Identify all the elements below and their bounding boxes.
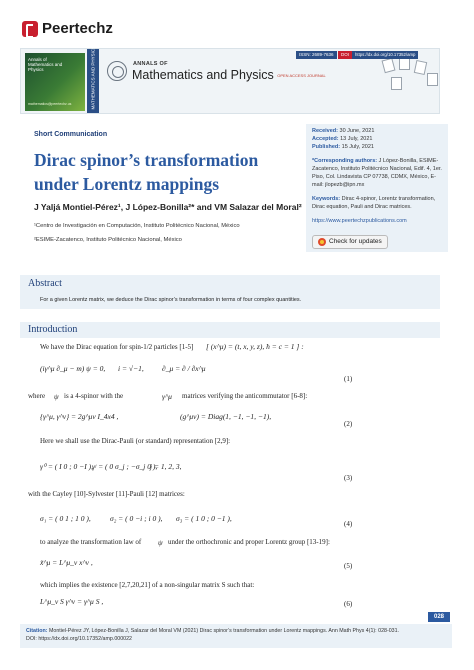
document-icon (391, 77, 402, 90)
received-row: Received: 30 June, 2021 (312, 128, 375, 134)
equation-3-number: (3) (344, 474, 353, 482)
corresponding-author: *Corresponding authors: J López-Bonilla, ESIME-Zacatenco, Instituto Politécnico Nacional, Edif. 4, 1er. Piso, Col. Lindavista CP 07738, CDMX, México, E-mail: jlopezb@ipn.mx (312, 158, 442, 188)
accepted-row: Accepted: 13 July, 2021 (312, 136, 373, 142)
citation-row: Citation: Montiel-Pérez JY, López-Bonilla J, Salazar del Moral VM (2021) Dirac spinor’s transformation under Lorentz mappings. Ann Math Phys 4(1): 028-031. (26, 628, 400, 634)
accepted-date: 13 July, 2021 (340, 136, 373, 142)
equation-5: x̃^μ = L^μ_ν x^ν , (40, 558, 93, 567)
equation-2-number: (2) (344, 420, 353, 428)
article-info-panel (306, 124, 448, 252)
group-band (87, 28, 99, 113)
article-title: Dirac spinor’s transformation under Lorentz mappings (34, 150, 259, 194)
published-row: Published: 15 July, 2021 (312, 144, 374, 150)
document-icon (427, 73, 438, 86)
equation-3-gamma0: γ⁰ = ( I 0 ; 0 −I ), (40, 462, 93, 471)
cover-title: Annals of Mathematics and Physics (28, 57, 63, 72)
intro-line-2b: is a 4-spinor with the (64, 392, 124, 400)
equation-1-derivative: ∂_μ = ∂ / ∂x^μ (162, 364, 206, 373)
introduction-heading-bar (20, 322, 440, 338)
peertechz-logo-icon (22, 21, 38, 37)
journal-name-text: Mathematics and Physics (132, 68, 274, 82)
psi-symbol: ψ (54, 392, 59, 401)
journal-logo-icon (107, 61, 127, 81)
check-for-updates-button[interactable] (312, 235, 388, 249)
group-band-text: MATHEMATICS AND PHYSICS GROUP (90, 28, 96, 110)
equation-5-number: (5) (344, 562, 353, 570)
page-number: 028 (428, 612, 450, 622)
equation-4-sigma1: σ₁ = ( 0 1 ; 1 0 ), (40, 514, 91, 523)
equation-3-index: j = 1, 2, 3, (150, 462, 182, 471)
gamma-symbol: γ^μ (162, 392, 172, 401)
cover-email: mathematics@peertechz.us (28, 102, 72, 106)
equation-1: (iγ^μ ∂_μ − m) ψ = 0, (40, 364, 106, 373)
document-icon (414, 60, 427, 75)
equation-6-number: (6) (344, 600, 353, 608)
equation-4-sigma3: σ₃ = ( 1 0 ; 0 −1 ), (176, 514, 232, 523)
abstract-text: For a given Lorentz matrix, we deduce the Dirac spinor’s transformation in terms of four complex quantities. (40, 297, 302, 303)
keywords: Keywords: Dirac 4-spinor, Lorentz transformation, Dirac equation, Pauli and Dirac matrices. (312, 196, 436, 210)
equation-4-number: (4) (344, 520, 353, 528)
citation-footer (20, 624, 452, 648)
document-icon (382, 58, 396, 73)
article-type: Short Communication (34, 131, 108, 138)
equation-1-imaginary: i = √−1, (118, 364, 144, 373)
publisher-logo (22, 20, 113, 37)
intro-line-1: We have the Dirac equation for spin-1/2 particles [1-5] (40, 343, 194, 351)
equation-2-metric: (g^μν) = Diag(1, −1, −1, −1), (180, 412, 272, 421)
journal-name (132, 68, 326, 82)
intro-line-4: with the Cayley [10]-Sylvester [11]-Pauli [12] matrices: (28, 490, 185, 498)
equation-6: L^μ_ν S γ^ν = γ^μ S , (40, 597, 104, 606)
equation-1-number: (1) (344, 375, 353, 383)
equation-3-gammaj: γʲ = ( 0 σ_j ; −σ_j 0 ), (92, 462, 158, 471)
open-access-label: OPEN ACCESS JOURNAL (277, 73, 326, 79)
corresponding-text: J López-Bonilla, ESIME-Zacatenco, Instituto Politécnico Nacional, Edif. 4, 1er. Piso, Col. Lindavista CP 07738, CDMX, México, E-mail: jlopezb@ipn.mx (312, 158, 442, 188)
citation-text: Montiel-Pérez JY, López-Bonilla J, Salazar del Moral VM (2021) Dirac spinor’s transformation under Lorentz mappings. Ann Math Phys 4(1): 028-031. (48, 628, 400, 634)
website-link[interactable]: https://www.peertechzpublications.com (312, 218, 407, 224)
intro-line-6: which implies the existence [2,7,20,21] of a non-singular matrix S such that: (40, 581, 255, 589)
doi-label-badge: DOI (338, 51, 352, 59)
check-for-updates-label: Check for updates (329, 238, 382, 245)
keywords-text: Dirac 4-spinor, Lorentz transformation, Dirac equation, Pauli and Dirac matrices. (312, 196, 436, 210)
intro-line-2c: matrices verifying the anticommutator [6-8]: (182, 392, 308, 400)
decorative-icons (381, 55, 439, 95)
journal-doi-link[interactable]: https://dx.doi.org/10.17352/amp (352, 51, 418, 59)
abstract-heading: Abstract (28, 278, 62, 289)
equation-1-bracket: [ (x^μ) = (t, x, y, z), ħ = c = 1 ] : (206, 342, 304, 351)
article-authors: J Yaljá Montiel-Pérez¹, J López-Bonilla²* and VM Salazar del Moral² (34, 202, 302, 212)
abstract-section (20, 275, 440, 309)
intro-line-3: Here we shall use the Dirac-Pauli (or standard) representation [2,9]: (40, 437, 231, 445)
equation-2: {γ^μ, γ^ν} = 2g^μν I_4x4 , (40, 412, 119, 421)
received-date: 30 June, 2021 (339, 128, 375, 134)
intro-line-5a: to analyze the transformation law of (40, 538, 142, 546)
article-header (34, 131, 304, 244)
citation-doi[interactable]: DOI: https://dx.doi.org/10.17352/amp.000022 (26, 636, 133, 642)
journal-cover-image (25, 53, 85, 111)
intro-line-5b: under the orthochronic and proper Lorentz group [13-19]: (168, 538, 330, 546)
affiliation-1: ¹Centro de Investigación en Computación, Instituto Politécnico Nacional, México (34, 223, 240, 229)
intro-line-2a: where (28, 392, 46, 400)
affiliation-2: ²ESIME-Zacatenco, Instituto Politécnico Nacional, México (34, 237, 182, 243)
introduction-heading: Introduction (28, 324, 78, 335)
crossmark-icon (318, 238, 326, 246)
journal-small-title: ANNALS OF (133, 61, 168, 67)
published-date: 15 July, 2021 (341, 144, 374, 150)
issn-badge: ISSN: 2689-7636 (296, 51, 337, 59)
equation-4-sigma2: σ₂ = ( 0 −i ; i 0 ), (110, 514, 163, 523)
psi-symbol-2: ψ (158, 538, 163, 547)
publisher-name: Peertechz (42, 20, 113, 37)
